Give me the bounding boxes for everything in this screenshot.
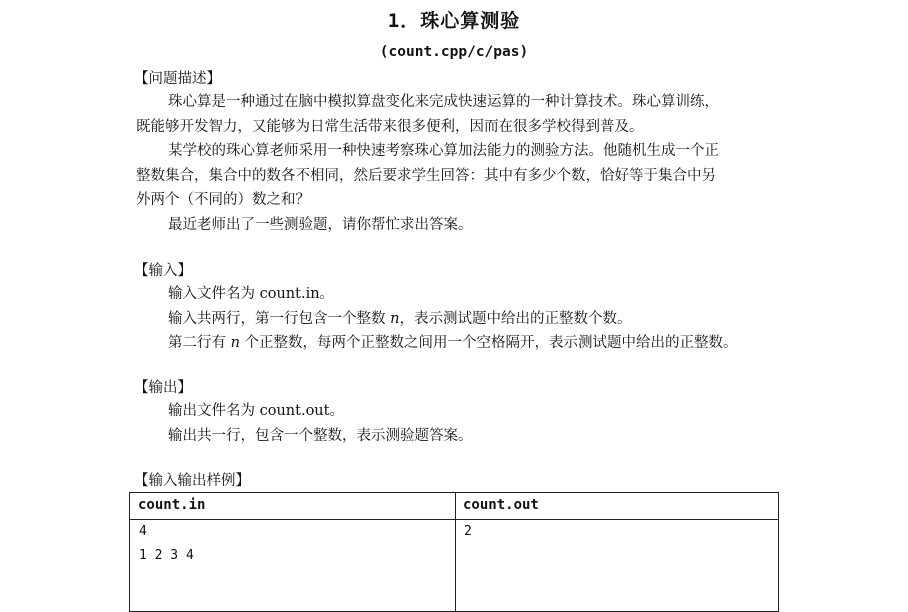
sample-table (129, 492, 779, 612)
problem-number: 1． (387, 10, 421, 32)
output-description (136, 399, 776, 448)
variable-n: n (230, 335, 240, 351)
header-count-out: count.out (463, 497, 539, 513)
output-line: 输出文件名为 count.out。 (168, 403, 344, 419)
problem-title (0, 6, 908, 33)
source-files: (count.cpp/c/pas) (379, 44, 529, 60)
desc-line: 既能够开发智力，又能够为日常生活带来很多便利，因而在很多学校得到普及。 (136, 118, 644, 135)
sample-heading: 【输入输出样例】 (134, 473, 250, 489)
problem-heading: 【问题描述】 (134, 71, 221, 87)
output-heading: 【输出】 (134, 380, 192, 396)
desc-line: 某学校的珠心算老师采用一种快速考察珠心算加法能力的测验方法。他随机生成一个正 (168, 143, 719, 159)
problem-name: 珠心算测验 (420, 10, 521, 32)
variable-n: n (390, 310, 400, 327)
input-line: 输入共两行，第一行包含一个整数 n，表示测试题中给出的正整数个数。 (168, 310, 632, 327)
input-heading: 【输入】 (134, 263, 192, 279)
sample-input-line: 1 2 3 4 (139, 548, 194, 563)
desc-line: 最近老师出了一些测验题，请你帮忙求出答案。 (168, 216, 473, 233)
sample-output-line: 2 (464, 524, 472, 539)
sample-table-header (130, 493, 778, 520)
input-line: 输入文件名为 count.in。 (168, 286, 335, 302)
desc-line: 整数集合，集合中的数各不相同，然后要求学生回答：其中有多少个数，恰好等于集合中另 (136, 167, 716, 184)
sample-input-line: 4 (139, 524, 147, 539)
output-line: 输出共一行，包含一个整数，表示测验题答案。 (168, 427, 473, 444)
column-divider (455, 493, 456, 611)
input-line: 第二行有 n 个正整数，每两个正整数之间用一个空格隔开，表示测试题中给出的正整数。 (168, 335, 738, 351)
desc-line: 外两个（不同的）数之和？ (136, 192, 310, 208)
desc-line: 珠心算是一种通过在脑中模拟算盘变化来完成快速运算的一种计算技术。珠心算训练， (168, 94, 719, 110)
input-description (136, 282, 776, 356)
header-count-in: count.in (138, 497, 206, 513)
problem-description (136, 90, 776, 237)
